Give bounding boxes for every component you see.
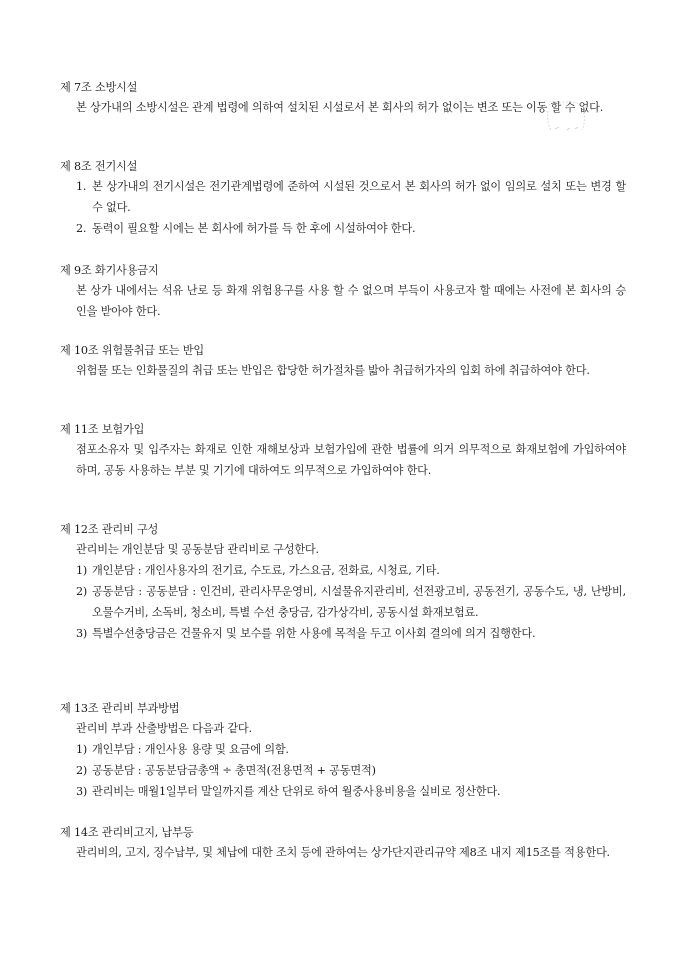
- list-item: [60, 760, 626, 781]
- article-title: 제 9조 화기사용금지: [60, 264, 159, 277]
- item-text: 공동분담 : 공동분담 : 인건비, 관리사무운영비, 시설물유지관리비, 선전광고비, 공동전기, 공동수도, 냉, 난방비, 오물수거비, 소독비, 청소비, 특별 수선 충당금, 감가상각비, 공동시설 화재보험료.: [92, 585, 626, 619]
- article-9: [60, 262, 626, 322]
- article-13: [60, 700, 626, 802]
- article-10: [60, 342, 626, 381]
- list-item: [60, 739, 626, 760]
- list-item: [60, 176, 626, 218]
- article-7: [60, 79, 626, 118]
- article-paragraph: 본 상가내의 소방시설은 관계 법령에 의하여 설치된 시설로서 본 회사의 허가 없이는 변조 또는 이동 할 수 없다.: [76, 101, 604, 114]
- item-text: 개인부담 : 개인사용 용량 및 요금에 의함.: [92, 743, 289, 756]
- article-paragraph: 위험물 또는 인화물질의 취급 또는 반입은 합당한 허가절차를 밟아 취급허가자의 입회 하에 취급하여야 한다.: [76, 364, 590, 377]
- item-text: 특별수선충당금은 건물유지 및 보수를 위한 사용에 목적을 두고 이사회 결의에 의거 집행한다.: [92, 627, 536, 640]
- article-title: 제 7조 소방시설: [60, 81, 138, 94]
- item-number: 3): [76, 785, 88, 798]
- article-title: 제 12조 관리비 구성: [60, 523, 159, 536]
- article-paragraph: 관리비는 개인분담 및 공동분담 관리비로 구성한다.: [76, 543, 319, 556]
- item-number: 3): [76, 627, 88, 640]
- item-text: 개인분담 : 개인사용자의 전기료, 수도료, 가스요금, 전화료, 시청료, 기타.: [92, 564, 440, 577]
- item-text: 관리비는 매월1일부터 말일까지를 계산 단위로 하여 월중사용비용을 실비로 정산한다.: [92, 785, 501, 798]
- article-title: 제 8조 전기시설: [60, 160, 138, 173]
- list-item: [60, 560, 626, 581]
- list-item: [60, 623, 626, 644]
- article-11: [60, 421, 626, 481]
- article-paragraph: 관리비 부과 산출방법은 다음과 같다.: [76, 722, 252, 735]
- item-text: 동력이 필요할 시에는 본 회사에 허가를 득 한 후에 시설하여야 한다.: [92, 222, 416, 235]
- list-item: [60, 781, 626, 802]
- article-title: 제 10조 위험물취급 또는 반입: [60, 344, 204, 357]
- item-text: 공동분담 : 공동분담금총액 ÷ 총면적(전용면적 + 공동면적): [92, 764, 376, 777]
- item-number: 2.: [76, 222, 87, 235]
- item-number: 1): [76, 564, 88, 577]
- item-number: 2): [76, 764, 88, 777]
- list-item: [60, 218, 626, 239]
- list-item: [60, 581, 626, 623]
- article-title: 제 11조 보험가입: [60, 423, 145, 436]
- article-12: [60, 521, 626, 644]
- item-number: 2): [76, 585, 88, 598]
- article-14: [60, 824, 626, 863]
- item-number: 1): [76, 743, 88, 756]
- article-paragraph: 점포소유자 및 입주자는 화재로 인한 재해보상과 보험가입에 관한 법률에 의거 의무적으로 화재보험에 가입하여야 하며, 공동 사용하는 부분 및 기기에 대하여도 의무적으로 가입하여야 한다.: [76, 443, 626, 477]
- article-title: 제 14조 관리비고지, 납부등: [60, 826, 194, 839]
- article-8: [60, 158, 626, 239]
- item-text: 본 상가내의 전기시설은 전기관계법령에 준하여 시설된 것으로서 본 회사의 허가 없이 임의로 설치 또는 변경 할 수 없다.: [92, 180, 626, 214]
- article-paragraph: 본 상가 내에서는 석유 난로 등 화재 위험용구를 사용 할 수 없으며 부득이 사용코자 할 때에는 사전에 본 회사의 승인을 받아야 한다.: [76, 284, 626, 318]
- article-title: 제 13조 관리비 부과방법: [60, 702, 180, 715]
- item-number: 1.: [76, 180, 87, 193]
- article-paragraph: 관리비의, 고지, 징수납부, 및 체납에 대한 조치 등에 관하여는 상가단지관리규약 제8조 내지 제15조를 적용한다.: [76, 846, 610, 859]
